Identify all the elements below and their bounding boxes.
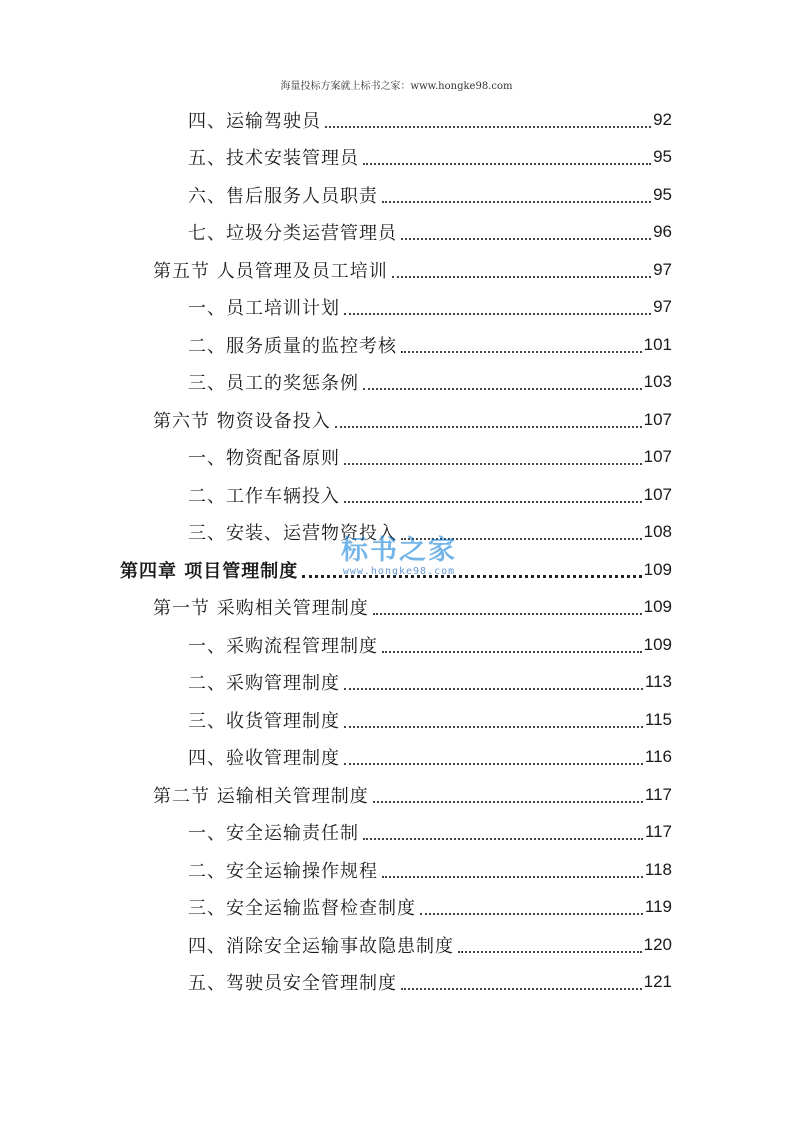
toc-entry-page: 118: [644, 859, 672, 879]
toc-leader-dots: [458, 933, 642, 953]
toc-entry[interactable]: [188, 739, 672, 776]
toc-leader-dots: [373, 783, 643, 803]
toc-leader-dots: [382, 858, 643, 878]
toc-entry-page: 116: [644, 747, 672, 766]
toc-entry-title: 一、物资配备原则: [188, 448, 340, 469]
toc-entry[interactable]: [188, 139, 672, 176]
toc-entry-title: 三、员工的奖惩条例: [188, 373, 359, 394]
toc-entry-title: 五、技术安装管理员: [188, 148, 359, 169]
toc-entry-page: 95: [653, 184, 672, 204]
toc-entry-page: 103: [643, 372, 672, 391]
toc-entry-title: 二、工作车辆投入: [188, 485, 340, 507]
toc-entry-title: 四、消除安全运输事故隐患制度: [188, 935, 454, 957]
toc-entry-title: 二、服务质量的监控考核: [188, 335, 397, 357]
toc-leader-dots: [344, 445, 642, 465]
toc-leader-dots: [344, 745, 643, 765]
toc-leader-dots: [363, 370, 642, 390]
toc-entry[interactable]: [188, 664, 672, 701]
toc-leader-dots: [363, 145, 651, 165]
toc-entry-title: 三、安装、运营物资投入: [188, 523, 397, 544]
toc-entry[interactable]: [188, 176, 672, 213]
toc-entry[interactable]: [188, 851, 672, 888]
toc-entry-title: 一、采购流程管理制度: [188, 635, 378, 657]
toc-leader-dots: [335, 408, 642, 428]
toc-entry[interactable]: [188, 926, 672, 963]
toc-chapter-entry[interactable]: [120, 551, 672, 588]
toc-entry[interactable]: [188, 289, 672, 326]
toc-entry-page: 115: [644, 709, 672, 729]
toc-entry-page: 97: [653, 297, 672, 316]
toc-entry-page: 109: [643, 634, 672, 654]
toc-entry-title: 二、采购管理制度: [188, 673, 340, 694]
toc-leader-dots: [363, 820, 643, 840]
toc-leader-dots: [344, 295, 651, 315]
toc-leader-dots: [382, 633, 642, 653]
toc-entry-title: 二、安全运输操作规程: [188, 860, 378, 882]
toc-entry[interactable]: [188, 626, 672, 663]
toc-entry-page: 107: [643, 447, 672, 466]
toc-entry-page: 97: [653, 259, 672, 279]
toc-entry-title: 第二节 运输相关管理制度: [153, 785, 369, 807]
toc-entry[interactable]: [188, 476, 672, 513]
toc-entry[interactable]: [188, 889, 672, 926]
toc-entry-title: 三、安全运输监督检查制度: [188, 898, 416, 919]
toc-entry[interactable]: [188, 439, 672, 476]
page-header: 海量投标方案就上标书之家：www.hongke98.com: [280, 81, 513, 92]
toc-leader-dots: [392, 258, 651, 278]
toc-section-entry[interactable]: [153, 589, 672, 626]
toc-entry-title: 四、验收管理制度: [188, 748, 340, 769]
toc-section-entry[interactable]: [153, 251, 672, 288]
toc-leader-dots: [344, 708, 643, 728]
toc-entry-page: 92: [653, 109, 672, 129]
toc-leader-dots: [325, 108, 651, 128]
toc-entry-page: 119: [644, 897, 672, 916]
toc-leader-dots: [382, 183, 651, 203]
toc-entry[interactable]: [188, 514, 672, 551]
toc-entry-page: 113: [644, 672, 672, 691]
watermark-title: 标书之家: [341, 535, 457, 566]
toc-leader-dots: [373, 595, 642, 615]
toc-entry[interactable]: [188, 214, 672, 251]
toc-entry-page: 121: [643, 972, 672, 991]
toc-entry-title: 四、运输驾驶员: [188, 110, 321, 132]
toc-entry-title: 第六节 物资设备投入: [153, 410, 331, 432]
toc-leader-dots: [344, 483, 642, 503]
toc-entry-page: 117: [644, 784, 672, 804]
toc-entry[interactable]: [188, 701, 672, 738]
toc-entry-title: 六、售后服务人员职责: [188, 185, 378, 207]
toc-entry-page: 96: [653, 222, 672, 241]
toc-leader-dots: [420, 895, 643, 915]
toc-entry-page: 95: [653, 147, 672, 166]
toc-entry-page: 107: [643, 409, 672, 429]
toc-entry-page: 120: [643, 934, 672, 954]
toc-leader-dots: [344, 670, 643, 690]
toc-entry-title: 五、驾驶员安全管理制度: [188, 973, 397, 994]
toc-entry-page: 107: [643, 484, 672, 504]
toc-entry[interactable]: [188, 814, 672, 851]
toc-leader-dots: [302, 557, 641, 578]
toc-section-entry[interactable]: [153, 401, 672, 438]
toc-leader-dots: [401, 220, 651, 240]
toc-entry[interactable]: [188, 101, 672, 138]
toc-entry-title: 第四章 项目管理制度: [120, 560, 299, 582]
toc-entry[interactable]: [188, 326, 672, 363]
toc-entry-page: 117: [644, 822, 672, 841]
toc-entry-page: 108: [643, 522, 672, 541]
toc-entry-page: 109: [643, 559, 672, 579]
toc-leader-dots: [401, 333, 642, 353]
toc-entry-title: 第五节 人员管理及员工培训: [153, 260, 388, 282]
toc-section-entry[interactable]: [153, 776, 672, 813]
toc-entry-title: 第一节 采购相关管理制度: [153, 598, 369, 619]
toc-entry-title: 一、员工培训计划: [188, 298, 340, 319]
toc-entry-title: 七、垃圾分类运营管理员: [188, 223, 397, 244]
toc-entry-title: 一、安全运输责任制: [188, 823, 359, 844]
toc-entry-title: 三、收货管理制度: [188, 710, 340, 732]
toc-leader-dots: [401, 520, 642, 540]
toc-leader-dots: [401, 970, 642, 990]
toc-entry-page: 101: [643, 334, 672, 354]
toc-entry[interactable]: [188, 364, 672, 401]
watermark-url: www.hongke98.com: [342, 566, 456, 577]
toc-entry-page: 109: [643, 597, 672, 616]
toc-entry[interactable]: [188, 964, 672, 1001]
